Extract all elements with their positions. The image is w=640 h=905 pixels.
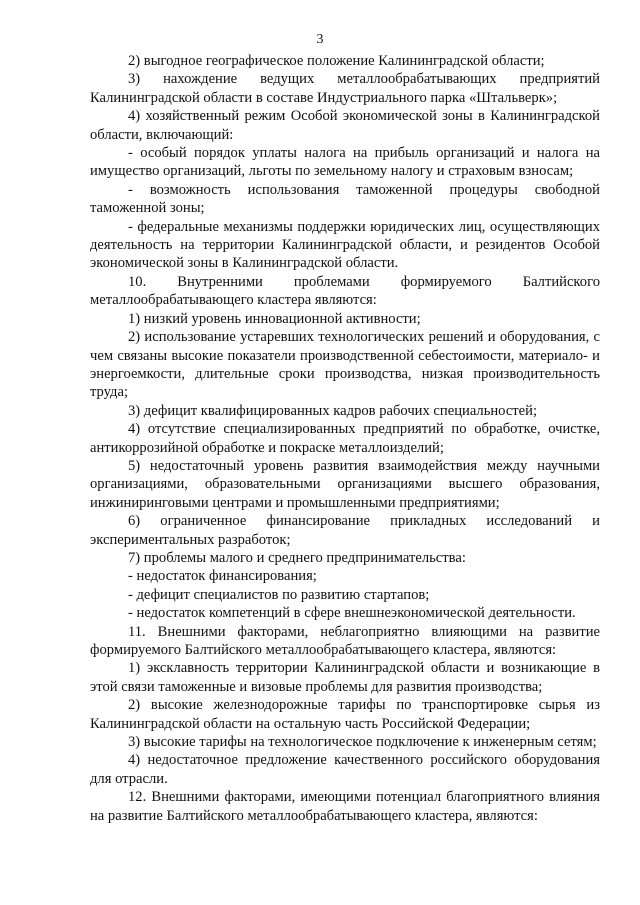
paragraph-exclave-status: 1) эксклавность территории Калининградской области и возникающие в этой связи таможенные и визовые проблемы для развития производства; [90,660,600,695]
paragraph-rail-tariffs: 2) высокие железнодорожные тарифы по транспортировке сырья из Калининградской области на остальную часть Российской Федерации; [90,697,600,732]
paragraph-limited-funding: 6) ограниченное финансирование прикладных исследований и экспериментальных разработок; [90,513,600,548]
paragraph-item-2-geographic-position: 2) выгодное географическое положение Калининградской области; [128,53,545,69]
paragraph-item-4-special-economic-zone: 4) хозяйственный режим Особой экономической зоны в Калининградской области, включающий: [90,108,600,143]
paragraph-foreign-trade-competence: - недостаток компетенций в сфере внешнеэкономической деятельности. [128,605,576,622]
paragraph-federal-support: - федеральные механизмы поддержки юридических лиц, осуществляющих деятельность на территории Калининградской области, и резидентов Особой экономической зоны в Калининградской области. [90,218,600,272]
page-number: 3 [316,32,324,47]
paragraph-free-customs-zone: - возможность использования таможенной процедуры свободной таможенной зоны; [90,181,600,217]
paragraph-section-12-favorable-factors: 12. Внешними факторами, имеющими потенциал благоприятного влияния на развитие Балтийского металлообрабатывающего кластера, являются: [90,789,600,824]
paragraph-specialized-enterprises: 4) отсутствие специализированных предприятий по обработке, очистке, антикоррозийной обработке и покраске металлоизделий; [90,421,600,456]
paragraph-low-innovation: 1) низкий уровень инновационной активности; [128,310,421,327]
paragraph-cooperation-level: 5) недостаточный уровень развития взаимодействия между научными организациями, образовательными организациями высшего образования, инжиниринговыми центрами и промышленными предприятиями; [90,457,600,511]
paragraph-item-3-industrial-park: 3) нахождение ведущих металлообрабатывающих предприятий Калининградской области в составе Индустриального парка «Штальверк»; [90,71,600,106]
paragraph-funding-shortage: - недостаток финансирования; [128,568,317,585]
paragraph-section-11-unfavorable-factors: 11. Внешними факторами, неблагоприятно влияющими на развитие формируемого Балтийского металлообрабатывающего кластера, являются: [90,623,600,658]
paragraph-connection-tariffs: 3) высокие тарифы на технологическое подключение к инженерным сетям; [128,734,597,751]
paragraph-tax-regime: - особый порядок уплаты налога на прибыль организаций и налога на имущество организаций, льготы по земельному налогу и страховым взносам; [90,145,600,180]
document-body [90,52,600,825]
paragraph-startup-specialists: - дефицит специалистов по развитию стартапов; [128,586,430,603]
paragraph-section-10-internal-problems: 10. Внутренними проблемами формируемого Балтийского металлообрабатывающего кластера являются: [90,273,600,309]
paragraph-workforce-deficit: 3) дефицит квалифицированных кадров рабочих специальностей; [128,402,538,419]
paragraph-outdated-technology: 2) использование устаревших технологических решений и оборудования, с чем связаны высокие показатели производственной себестоимости, материало- и энергоемкости, длительные сроки производства, низкая производительность труда; [90,329,600,401]
paragraph-small-business-problems: 7) проблемы малого и среднего предпринимательства: [128,549,466,566]
paragraph-equipment-supply: 4) недостаточное предложение качественного российского оборудования для отрасли. [90,752,600,787]
